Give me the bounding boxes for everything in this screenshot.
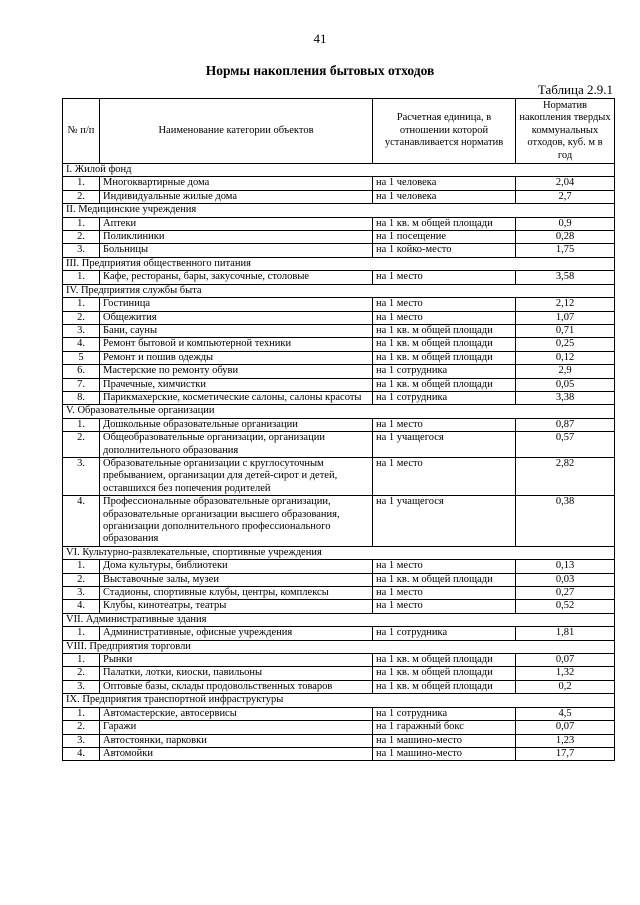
table-row [63,654,615,667]
section-title: VII. Административные здания [63,613,615,626]
table-row [63,378,615,391]
section-title: III. Предприятия общественного питания [63,257,615,270]
row-number: 1. [63,560,100,573]
section-row [63,257,615,270]
row-unit: на 1 машино-место [373,734,516,747]
row-number: 3. [63,244,100,257]
row-norm: 0,2 [516,680,615,693]
table-caption: Таблица 2.9.1 [537,82,613,97]
table-row [63,190,615,203]
table-row [63,747,615,760]
row-name: Аптеки [100,217,373,230]
row-unit: на 1 учащегося [373,496,516,547]
section-title: VI. Культурно-развлекательные, спортивные учреждения [63,546,615,559]
row-unit: на 1 койко-место [373,244,516,257]
row-unit: на 1 место [373,271,516,284]
row-name: Ремонт бытовой и компьютерной техники [100,338,373,351]
row-unit: на 1 кв. м общей площади [373,378,516,391]
table-row [63,311,615,324]
table-row [63,418,615,431]
row-norm: 0,25 [516,338,615,351]
row-norm: 0,28 [516,231,615,244]
table-row [63,365,615,378]
table-row [63,680,615,693]
row-name: Парикмахерские, косметические салоны, салоны красоты [100,391,373,404]
table-row [63,391,615,404]
row-number: 1. [63,707,100,720]
section-title: II. Медицинские учреждения [63,204,615,217]
row-unit: на 1 гаражный бокс [373,721,516,734]
row-name: Образовательные организации с круглосуточным пребыванием, организации для детей-сирот и детей, оставшихся без попечения родителей [100,457,373,495]
row-unit: на 1 кв. м общей площади [373,338,516,351]
row-number: 2. [63,432,100,458]
row-name: Многоквартирные дома [100,177,373,190]
row-norm: 2,12 [516,298,615,311]
row-number: 3. [63,324,100,337]
section-title: IV. Предприятия службы быта [63,284,615,297]
table-row [63,432,615,458]
row-name: Общежития [100,311,373,324]
row-norm: 1,07 [516,311,615,324]
table-row [63,667,615,680]
document-title: Нормы накопления бытовых отходов [205,63,435,78]
section-row [63,613,615,626]
row-norm: 0,07 [516,721,615,734]
row-unit: на 1 кв. м общей площади [373,680,516,693]
table-row [63,587,615,600]
row-unit: на 1 посещение [373,231,516,244]
row-unit: на 1 кв. м общей площади [373,573,516,586]
table-row [63,721,615,734]
row-norm: 1,81 [516,627,615,640]
row-norm: 0,38 [516,496,615,547]
table-row [63,496,615,547]
header-name: Наименование категории объектов [100,99,373,164]
row-name: Автостоянки, парковки [100,734,373,747]
row-number: 6. [63,365,100,378]
row-number: 4. [63,747,100,760]
row-name: Рынки [100,654,373,667]
table-row [63,177,615,190]
table-row [63,244,615,257]
row-unit: на 1 машино-место [373,747,516,760]
row-unit: на 1 место [373,560,516,573]
section-row [63,284,615,297]
row-unit: на 1 кв. м общей площади [373,654,516,667]
header-num: № п/п [63,99,100,164]
row-unit: на 1 человека [373,177,516,190]
row-number: 7. [63,378,100,391]
row-name: Кафе, рестораны, бары, закусочные, столовые [100,271,373,284]
row-number: 8. [63,391,100,404]
row-number: 3. [63,587,100,600]
row-norm: 3,58 [516,271,615,284]
row-unit: на 1 место [373,418,516,431]
row-number: 3. [63,680,100,693]
table-row [63,560,615,573]
table-row [63,600,615,613]
row-norm: 0,71 [516,324,615,337]
row-number: 1. [63,271,100,284]
table-row [63,707,615,720]
section-row [63,204,615,217]
row-number: 2. [63,190,100,203]
table-row [63,231,615,244]
row-name: Мастерские по ремонту обуви [100,365,373,378]
row-norm: 2,7 [516,190,615,203]
row-norm: 4,5 [516,707,615,720]
row-unit: на 1 кв. м общей площади [373,217,516,230]
row-unit: на 1 место [373,587,516,600]
row-name: Больницы [100,244,373,257]
row-name: Дошкольные образовательные организации [100,418,373,431]
row-name: Клубы, кинотеатры, театры [100,600,373,613]
row-unit: на 1 место [373,457,516,495]
row-number: 2. [63,311,100,324]
section-title: I. Жилой фонд [63,164,615,177]
row-norm: 0,9 [516,217,615,230]
row-norm: 0,27 [516,587,615,600]
row-name: Общеобразовательные организации, организации дополнительного образования [100,432,373,458]
row-norm: 0,03 [516,573,615,586]
row-number: 4. [63,600,100,613]
row-unit: на 1 сотрудника [373,627,516,640]
table-row [63,457,615,495]
row-name: Профессиональные образовательные организации, образовательные организации высшего образования, организации дополнительного профессионального образования [100,496,373,547]
row-name: Бани, сауны [100,324,373,337]
row-name: Индивидуальные жилые дома [100,190,373,203]
row-norm: 2,82 [516,457,615,495]
table-body [63,164,615,761]
section-row [63,164,615,177]
row-number: 1. [63,217,100,230]
table-row [63,217,615,230]
row-number: 1. [63,298,100,311]
header-norm: Норматив накопления твердых коммунальных отходов, куб. м в год [516,99,615,164]
section-row [63,640,615,653]
row-norm: 0,07 [516,654,615,667]
section-row [63,546,615,559]
section-title: IX. Предприятия транспортной инфраструктуры [63,694,615,707]
row-unit: на 1 кв. м общей площади [373,351,516,364]
section-title: V. Образовательные организации [63,405,615,418]
section-row [63,405,615,418]
header-unit: Расчетная единица, в отношении которой устанавливается норматив [373,99,516,164]
row-norm: 0,12 [516,351,615,364]
row-number: 2. [63,231,100,244]
row-unit: на 1 сотрудника [373,365,516,378]
row-name: Стадионы, спортивные клубы, центры, комплексы [100,587,373,600]
row-number: 4. [63,338,100,351]
row-norm: 3,38 [516,391,615,404]
row-number: 2. [63,667,100,680]
row-unit: на 1 место [373,600,516,613]
row-name: Административные, офисные учреждения [100,627,373,640]
row-norm: 2,04 [516,177,615,190]
header-row [63,99,615,164]
table-row [63,351,615,364]
row-norm: 1,23 [516,734,615,747]
row-unit: на 1 место [373,298,516,311]
table-header [63,99,615,164]
row-norm: 0,87 [516,418,615,431]
row-number: 3. [63,457,100,495]
table-row [63,734,615,747]
row-norm: 1,32 [516,667,615,680]
table-row [63,338,615,351]
row-unit: на 1 учащегося [373,432,516,458]
row-unit: на 1 человека [373,190,516,203]
row-name: Выставочные залы, музеи [100,573,373,586]
waste-norms-table [62,98,615,761]
row-unit: на 1 сотрудника [373,707,516,720]
row-norm: 17,7 [516,747,615,760]
row-norm: 2,9 [516,365,615,378]
row-name: Дома культуры, библиотеки [100,560,373,573]
row-number: 1. [63,627,100,640]
row-name: Поликлиники [100,231,373,244]
table-row [63,573,615,586]
row-name: Гаражи [100,721,373,734]
row-norm: 0,05 [516,378,615,391]
row-unit: на 1 сотрудника [373,391,516,404]
row-number: 1. [63,418,100,431]
row-name: Прачечные, химчистки [100,378,373,391]
table-row [63,627,615,640]
page-number: 41 [313,31,327,46]
table-row [63,298,615,311]
row-number: 5 [63,351,100,364]
row-name: Оптовые базы, склады продовольственных товаров [100,680,373,693]
row-norm: 0,13 [516,560,615,573]
row-name: Автомастерские, автосервисы [100,707,373,720]
row-name: Палатки, лотки, киоски, павильоны [100,667,373,680]
row-norm: 0,57 [516,432,615,458]
row-unit: на 1 кв. м общей площади [373,324,516,337]
row-norm: 1,75 [516,244,615,257]
row-name: Гостиница [100,298,373,311]
row-name: Ремонт и пошив одежды [100,351,373,364]
row-unit: на 1 место [373,311,516,324]
row-number: 1. [63,177,100,190]
section-row [63,694,615,707]
row-number: 2. [63,573,100,586]
row-name: Автомойки [100,747,373,760]
row-number: 2. [63,721,100,734]
row-number: 4. [63,496,100,547]
row-unit: на 1 кв. м общей площади [373,667,516,680]
row-norm: 0,52 [516,600,615,613]
row-number: 3. [63,734,100,747]
row-number: 1. [63,654,100,667]
section-title: VIII. Предприятия торговли [63,640,615,653]
table-row [63,324,615,337]
table-row [63,271,615,284]
